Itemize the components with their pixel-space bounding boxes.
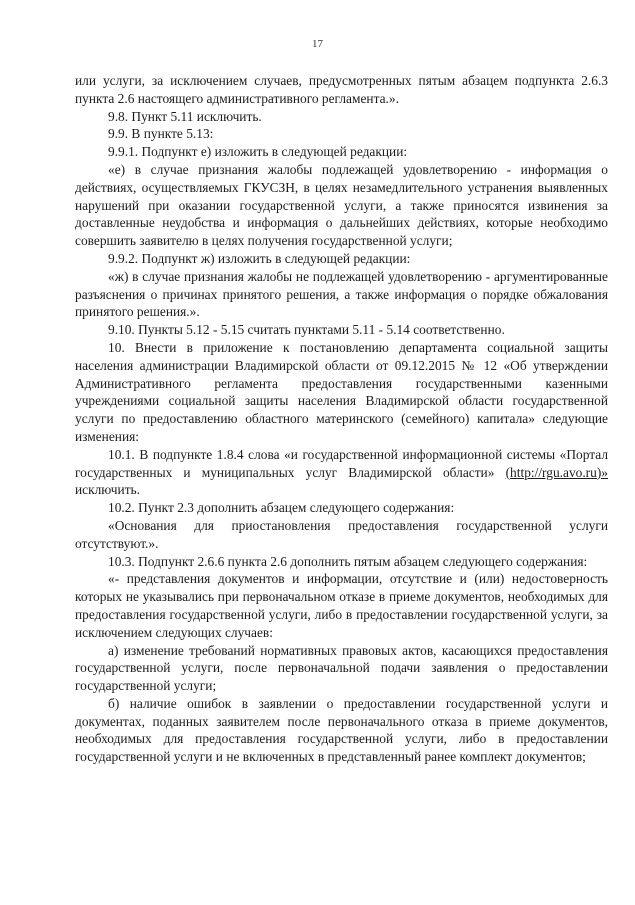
paragraph-item-zh: «ж) в случае признания жалобы не подлежащей удовлетворению - аргументированные разъяснения о причинах принятого решения, а также информация о порядке обжалования принятого решения.». (75, 268, 608, 320)
paragraph-item-e: «е) в случае признания жалобы подлежащей удовлетворению - информация о действиях, осуществляемых ГКУСЗН, в целях незамедлительного устранения выявленных нарушений при оказании государственной услуги, а также приносятся извинения за доставленные неудобства и информация о дальнейших действиях, которые необходимо совершить заявителю в целях получения государственной услуги; (75, 161, 608, 249)
paragraph-9-9: 9.9. В пункте 5.13: (108, 126, 214, 142)
paragraph-10: 10. Внести в приложение к постановлению департамента социальной защиты населения администрации Владимирской области от 09.12.2015 № 12 «Об утверждении Административного регламента предоставления государственными казенными учреждениями социальной защиты населения Владимирской области государственной услуги по предоставлению областного материнского (семейного) капитала» следующие изменения: (75, 339, 608, 444)
paragraph-9-9-1: 9.9.1. Подпункт е) изложить в следующей редакции: (108, 144, 408, 160)
paragraph-10-3: 10.3. Подпункт 2.6.6 пункта 2.6 дополнить пятым абзацем следующего содержания: (108, 553, 588, 569)
page-number: 17 (312, 38, 323, 50)
paragraph-10-1-text-before: 10.1. В подпункте 1.8.4 слова «и государственной информационной системы «Портал государственных и муниципальных услуг Владимирской области» (75, 446, 608, 480)
portal-link[interactable]: (http://rgu.avo.ru)» (505, 464, 608, 480)
paragraph-item-a: а) изменение требований нормативных правовых актов, касающихся предоставления государственной услуги, после первоначальной подачи заявления о предоставлении государственной услуги; (75, 642, 608, 694)
document-body (75, 72, 608, 766)
paragraph-9-8: 9.8. Пункт 5.11 исключить. (108, 108, 262, 124)
paragraph-item-b: б) наличие ошибок в заявлении о предоставлении государственной услуги и документах, поданных заявителем после первоначального отказа в приеме документов, необходимых для предоставления государственной услуги, либо в предоставлении государственной услуги и не включенных в представленный ранее комплект документов; (75, 695, 608, 765)
paragraph-continuation: или услуги, за исключением случаев, предусмотренных пятым абзацем подпункта 2.6.3 пункта 2.6 настоящего административного регламента.». (75, 73, 608, 106)
paragraph-10-2-quote: «Основания для приостановления предоставления государственной услуги отсутствуют.». (75, 517, 608, 551)
paragraph-10-1-text-after: исключить. (75, 482, 140, 498)
paragraph-9-9-2: 9.9.2. Подпункт ж) изложить в следующей редакции: (108, 250, 411, 266)
paragraph-10-3-quote: «- представления документов и информации, отсутствие и (или) недостоверность которых не указывались при первоначальном отказе в приеме документов, необходимых для предоставления государственной услуги, либо в предоставлении государственной услуги, за исключением следующих случаев: (75, 571, 608, 640)
paragraph-10-2: 10.2. Пункт 2.3 дополнить абзацем следующего содержания: (108, 500, 455, 516)
paragraph-9-10: 9.10. Пункты 5.12 - 5.15 считать пунктами 5.11 - 5.14 соответственно. (108, 322, 505, 338)
paragraph-10-1 (75, 446, 608, 499)
